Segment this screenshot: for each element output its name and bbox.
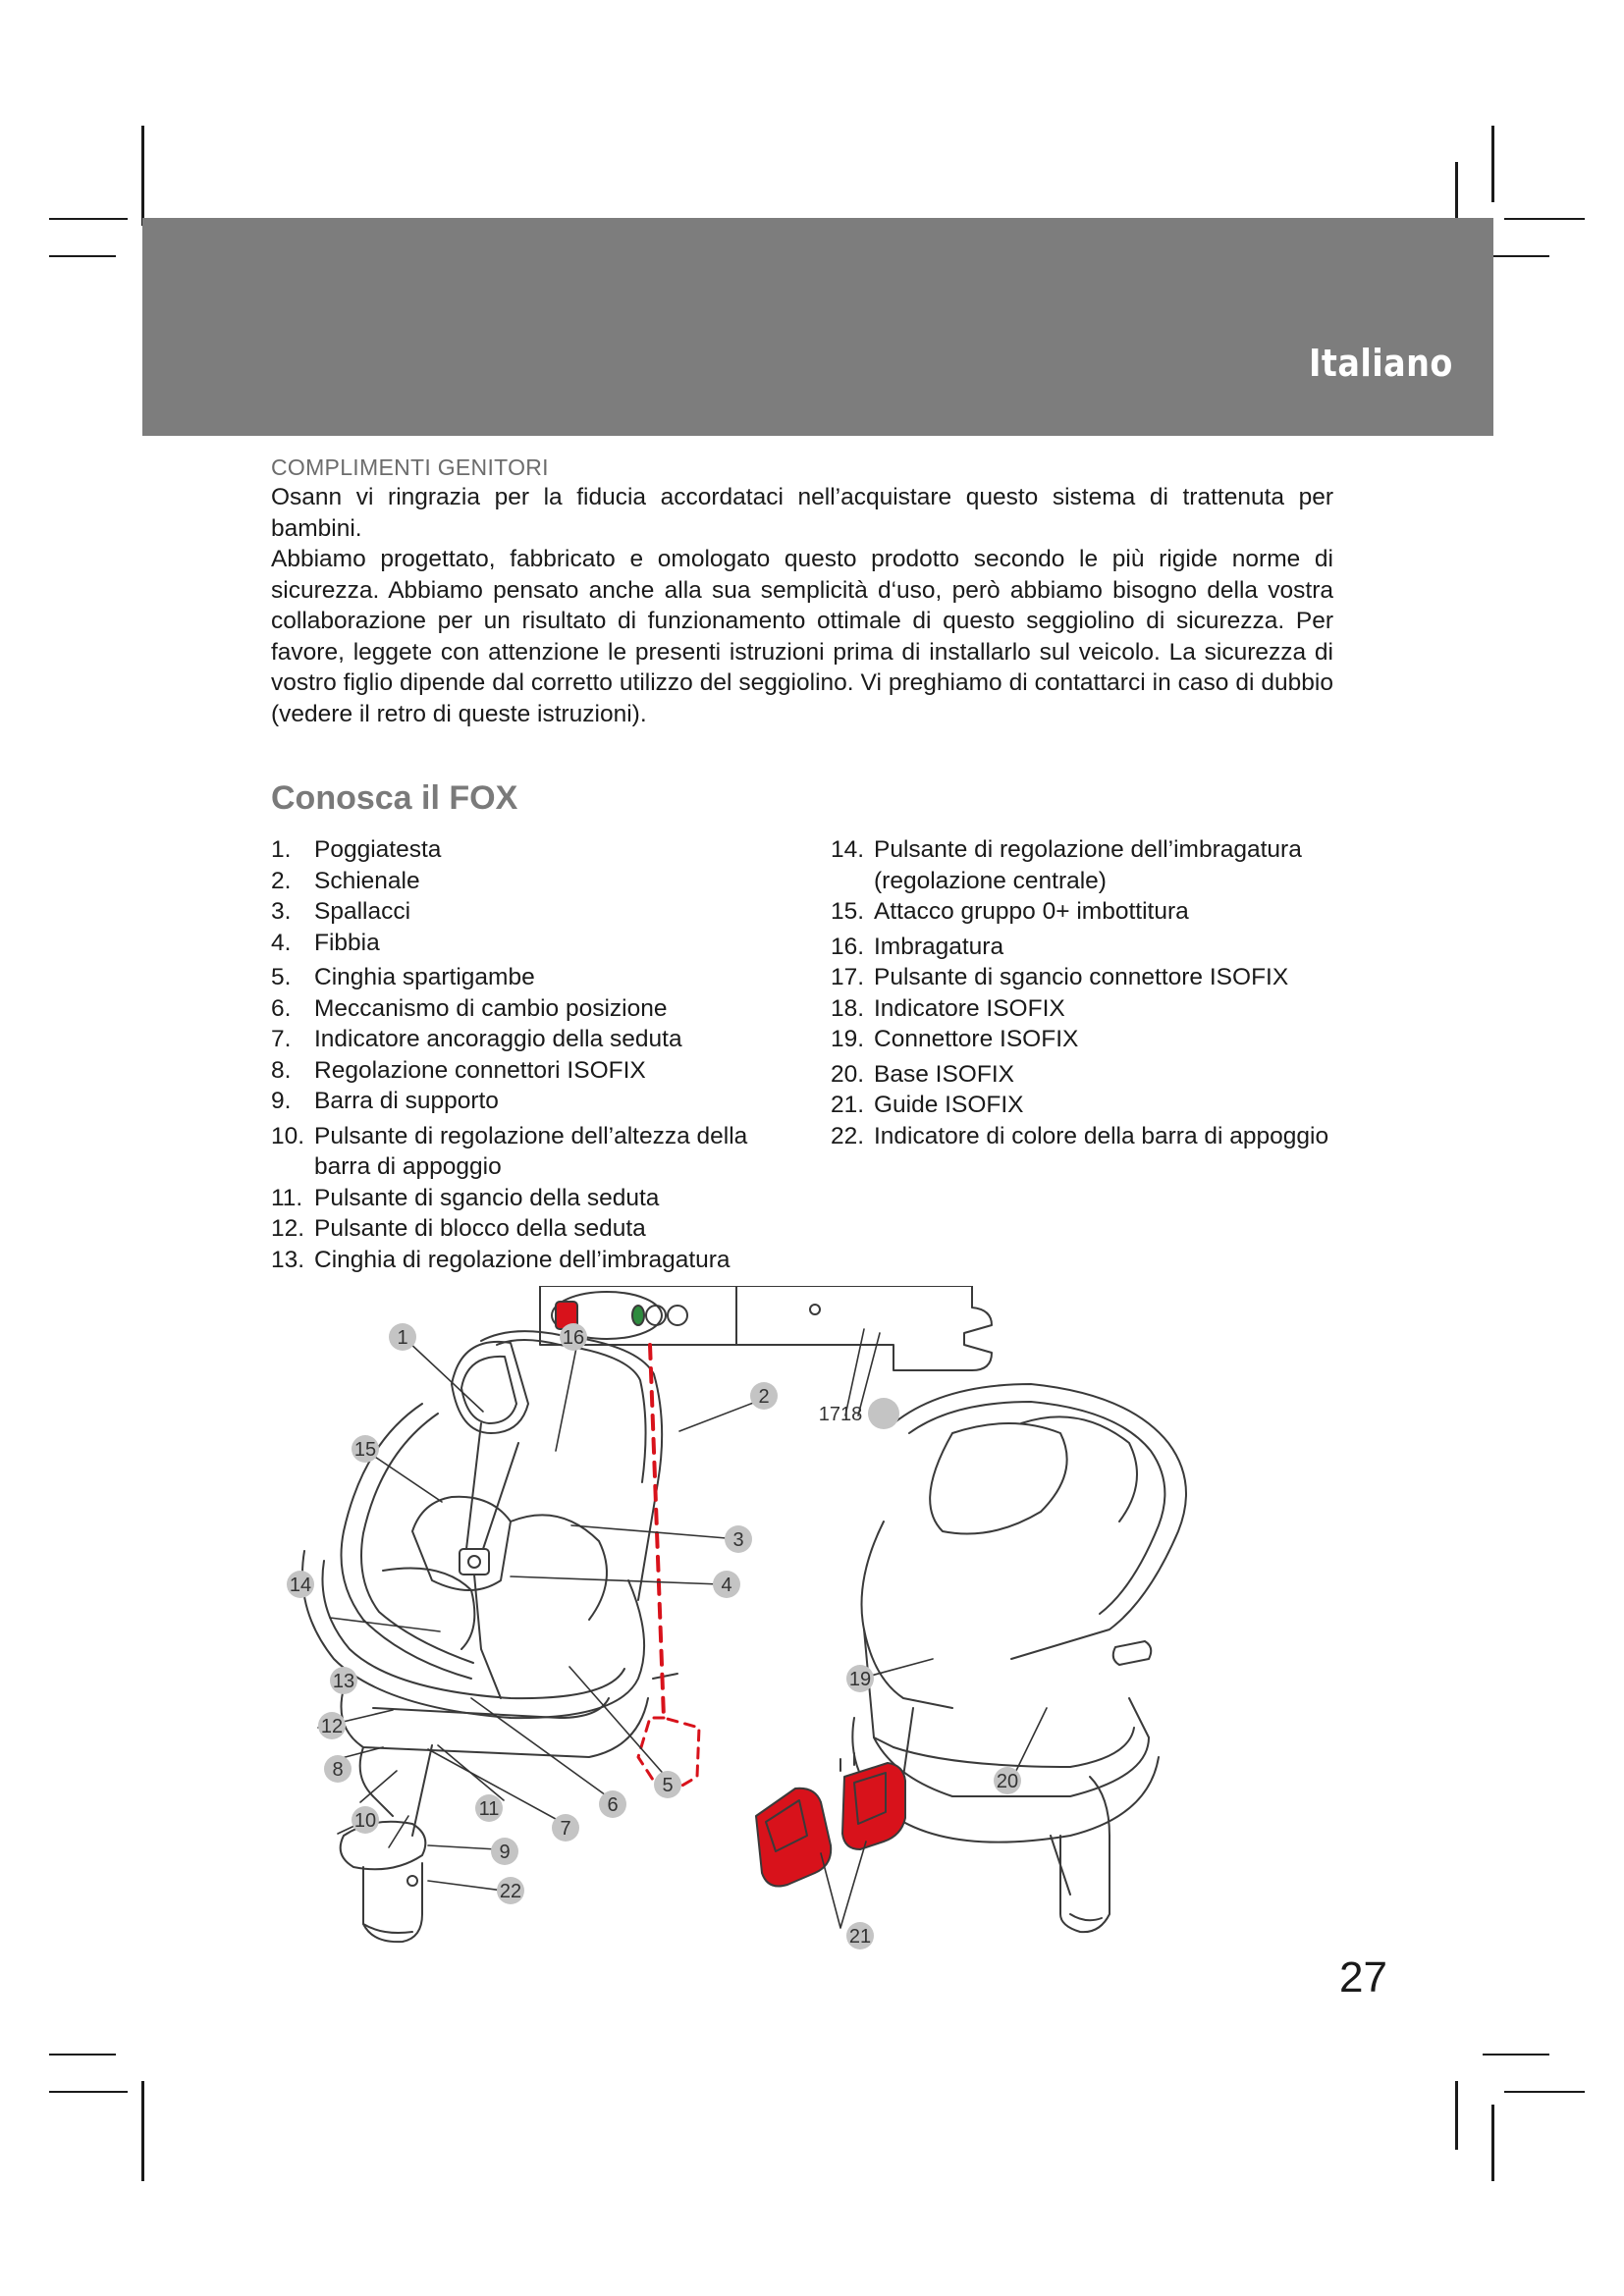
crop-mark xyxy=(49,255,116,257)
callout-9 xyxy=(491,1838,518,1865)
svg-text:1: 1 xyxy=(397,1327,408,1349)
crop-mark xyxy=(141,2081,144,2181)
svg-text:12: 12 xyxy=(320,1716,344,1737)
part-label: Meccanismo di cambio posizione xyxy=(314,994,668,1022)
part-number: 15. xyxy=(831,898,865,925)
part-item xyxy=(271,993,801,1025)
crop-mark xyxy=(49,218,128,220)
crop-mark xyxy=(1491,126,1494,202)
part-item xyxy=(271,1086,801,1117)
part-number: 16. xyxy=(831,933,865,960)
svg-text:16: 16 xyxy=(562,1327,585,1349)
isofix-guides xyxy=(756,1753,905,1887)
part-label: Indicatore ISOFIX xyxy=(874,994,1065,1022)
part-label: Pulsante di regolazione dell’imbragatura (regolazione centrale) xyxy=(874,836,1302,894)
part-item xyxy=(271,928,801,959)
intro-section xyxy=(271,454,1333,729)
callout-22 xyxy=(497,1877,524,1904)
part-item xyxy=(831,1090,1380,1121)
part-item xyxy=(271,834,801,866)
part-label: Imbragatura xyxy=(874,933,1004,960)
svg-text:13: 13 xyxy=(332,1671,355,1692)
isofix-indicator-dot xyxy=(632,1306,644,1325)
part-number: 19. xyxy=(831,1026,865,1052)
language-title: Italiano xyxy=(1309,342,1453,385)
intro-paragraph: Osann vi ringrazia per la fiducia accordataci nell’acquistare questo sistema di trattenuta per bambini. xyxy=(271,484,1333,542)
svg-text:20: 20 xyxy=(996,1771,1019,1792)
part-number: 13. xyxy=(271,1246,305,1273)
crop-mark xyxy=(1455,162,1458,226)
part-number: 18. xyxy=(831,994,865,1022)
part-item xyxy=(271,1245,801,1276)
callout-12 xyxy=(318,1712,346,1739)
callout-20 xyxy=(994,1767,1021,1794)
part-label: Indicatore ancoraggio della seduta xyxy=(314,1026,682,1052)
part-item xyxy=(831,962,1380,993)
callout-10 xyxy=(352,1806,379,1834)
part-label: Attacco gruppo 0+ imbottitura xyxy=(874,898,1189,925)
callout-5 xyxy=(654,1771,681,1798)
rear-seat-illustration xyxy=(852,1384,1186,1932)
header-band xyxy=(142,218,1493,436)
part-number: 1. xyxy=(271,836,292,863)
callout-6 xyxy=(599,1790,626,1818)
part-item xyxy=(271,1024,801,1055)
svg-text:4: 4 xyxy=(721,1575,732,1596)
part-number: 2. xyxy=(271,867,292,894)
crop-mark xyxy=(1504,2091,1585,2093)
part-label: Pulsante di sgancio connettore ISOFIX xyxy=(874,964,1289,990)
part-item xyxy=(271,866,801,897)
part-label: Spallacci xyxy=(314,898,411,925)
part-item xyxy=(831,1024,1380,1055)
part-item xyxy=(831,993,1380,1025)
callout-15 xyxy=(352,1435,379,1463)
part-item xyxy=(271,1213,801,1245)
part-number: 5. xyxy=(271,964,292,990)
part-item xyxy=(271,962,801,993)
part-label: Connettore ISOFIX xyxy=(874,1026,1079,1052)
part-label: Pulsante di sgancio della seduta xyxy=(314,1184,660,1211)
svg-text:14: 14 xyxy=(289,1575,312,1596)
svg-text:8: 8 xyxy=(332,1759,344,1781)
crop-mark xyxy=(49,2091,128,2093)
car-seat-diagram xyxy=(265,1286,1355,1963)
callout-14 xyxy=(287,1571,314,1598)
part-label: Pulsante di regolazione dell’altezza della barra di appoggio xyxy=(314,1122,748,1180)
part-number: 12. xyxy=(271,1215,305,1242)
part-number: 9. xyxy=(271,1088,292,1114)
part-number: 11. xyxy=(271,1184,303,1211)
crop-mark xyxy=(1455,2081,1458,2150)
svg-text:22: 22 xyxy=(499,1881,522,1902)
part-label: Guide ISOFIX xyxy=(874,1092,1024,1118)
parts-list-right xyxy=(831,834,1380,1151)
svg-text:10: 10 xyxy=(353,1810,377,1832)
part-number: 17. xyxy=(831,964,865,990)
callout-2 xyxy=(750,1382,778,1410)
part-label: Cinghia spartigambe xyxy=(314,964,535,990)
svg-text:1718: 1718 xyxy=(818,1404,863,1425)
intro-paragraph: Abbiamo progettato, fabbricato e omologato questo prodotto secondo le più rigide norme di sicurezza. Abbiamo pensato anche alla sua semplicità d‘uso, però abbiamo bisogno della vostra collaborazione per un risultato di funzionamento ottimale di questo seggiolino di sicurezza. Per favore, leggete con attenzione le presenti istruzioni prima di installarlo sul veicolo. La sicurezza di vostro figlio dipende dal corretto utilizzo del seggiolino. Vi preghiamo di contattarci in caso di dubbio (vedere il retro di queste istruzioni). xyxy=(271,546,1333,727)
svg-text:5: 5 xyxy=(662,1775,674,1796)
front-seat-illustration xyxy=(302,1331,677,1942)
part-number: 8. xyxy=(271,1056,292,1084)
svg-text:11: 11 xyxy=(478,1798,500,1820)
part-label: Poggiatesta xyxy=(314,836,442,863)
svg-text:19: 19 xyxy=(848,1669,872,1690)
part-number: 6. xyxy=(271,994,292,1022)
part-label: Indicatore di colore della barra di appoggio xyxy=(874,1122,1329,1149)
callout-13 xyxy=(330,1667,357,1694)
svg-text:6: 6 xyxy=(607,1794,619,1816)
callout-17-18 xyxy=(819,1398,899,1429)
part-item xyxy=(831,1121,1380,1152)
part-label: Base ISOFIX xyxy=(874,1060,1014,1088)
part-item xyxy=(831,932,1380,963)
part-label: Cinghia di regolazione dell’imbragatura xyxy=(314,1246,731,1273)
callout-3 xyxy=(725,1525,752,1553)
part-number: 4. xyxy=(271,929,292,956)
part-item xyxy=(271,1055,801,1087)
part-number: 3. xyxy=(271,898,292,925)
svg-text:2: 2 xyxy=(758,1386,770,1408)
crop-mark xyxy=(49,2054,116,2056)
intro-heading: COMPLIMENTI GENITORI xyxy=(271,454,549,480)
page-number: 27 xyxy=(1339,1953,1387,2002)
part-label: Regolazione connettori ISOFIX xyxy=(314,1056,646,1084)
callout-8 xyxy=(324,1755,352,1783)
svg-text:3: 3 xyxy=(732,1529,744,1551)
callout-7 xyxy=(552,1814,579,1842)
parts-list-left xyxy=(271,834,801,1275)
crop-mark xyxy=(1504,218,1585,220)
part-label: Fibbia xyxy=(314,929,380,956)
part-label: Pulsante di blocco della seduta xyxy=(314,1215,646,1242)
part-number: 10. xyxy=(271,1122,305,1149)
svg-text:21: 21 xyxy=(848,1926,872,1948)
callout-1 xyxy=(389,1323,416,1351)
section-title: Conosca il FOX xyxy=(271,779,518,817)
part-label: Barra di supporto xyxy=(314,1088,499,1114)
crop-mark xyxy=(141,126,144,226)
part-item xyxy=(831,834,1380,896)
part-item xyxy=(271,1121,801,1183)
part-item xyxy=(271,896,801,928)
part-number: 22. xyxy=(831,1122,865,1149)
part-item xyxy=(831,1059,1380,1091)
svg-text:9: 9 xyxy=(499,1842,511,1863)
isofix-connector-closeup xyxy=(540,1286,992,1370)
part-label: Schienale xyxy=(314,867,420,894)
part-item xyxy=(831,896,1380,928)
part-number: 21. xyxy=(831,1092,865,1118)
part-number: 14. xyxy=(831,836,865,863)
part-number: 7. xyxy=(271,1026,292,1052)
callout-16 xyxy=(560,1323,587,1351)
svg-text:15: 15 xyxy=(353,1439,377,1461)
part-item xyxy=(271,1183,801,1214)
crop-mark xyxy=(1483,2054,1549,2056)
callout-4 xyxy=(713,1571,740,1598)
callout-11 xyxy=(475,1794,503,1822)
crop-mark xyxy=(1491,2105,1494,2181)
callout-19 xyxy=(846,1665,874,1692)
callout-21 xyxy=(846,1922,874,1949)
part-number: 20. xyxy=(831,1060,865,1088)
svg-text:7: 7 xyxy=(560,1818,571,1840)
